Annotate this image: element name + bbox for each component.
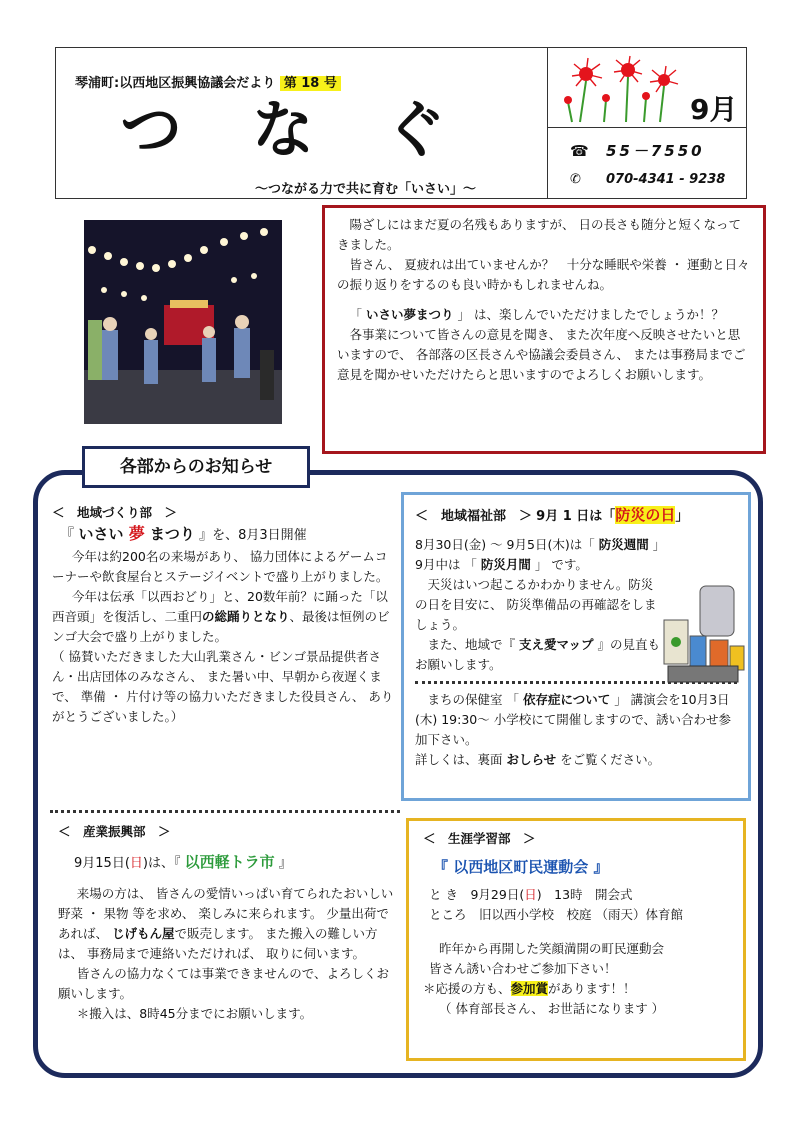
keitora-date: 9月15日(: [74, 856, 130, 871]
month-label: 9月: [690, 93, 738, 126]
jigemonya: じげもん屋: [111, 926, 175, 941]
lecture-title: 依存症について: [522, 692, 611, 707]
newsletter-title: つなぐ: [120, 93, 517, 166]
event-date: 』を、8月3日開催: [194, 528, 307, 543]
chiiki-p2-end: 、最後は恒例のビンゴ大会で盛り上がりました。: [52, 609, 390, 644]
chiiki-heading: ＜ 地域づくり部 ＞: [52, 505, 178, 520]
bousai-month-line: [415, 555, 737, 575]
fukushi-dept: ＜ 地域福祉部 ＞: [415, 509, 533, 524]
bousai-week-line: [415, 535, 737, 555]
dotted-divider-left: [50, 810, 400, 813]
chiiki-p2-text: 今年は伝承「以西おどり」と、20数年前？に踊った「以西音頭」を復活し、二重円: [52, 589, 388, 624]
mobile-phone-icon: ✆: [570, 172, 581, 187]
fukushi-heading: [415, 505, 737, 527]
chiiki-thanks: （ 協賛いただきました大山乳業さん・ビンゴ景品提供者さん・出店団体のみなさん、 また暑い中、早朝から夜遅くまで、 準備 ・ 片付け等の協力いただきました役員さん、 ありがとうございました。）: [52, 649, 394, 724]
sangyo-p1-end: で販売します。 また搬入の難しい方は、 事務局まで連絡いただければ、 取りに伺います。: [58, 926, 378, 961]
shogai-paragraph-1: 昨年から再開した笑顔満開の町民運動会: [439, 941, 665, 956]
sangyo-note: ＊搬入は、8時45分までにお願いします。: [76, 1006, 313, 1021]
shogai-box: [406, 818, 746, 1061]
undokai-sunday: 日: [524, 887, 537, 902]
shogai-paragraph-4: （ 体育部長さん、 お世話になります ）: [439, 1001, 665, 1016]
event-name-yume: 夢: [128, 524, 145, 543]
bousai-week-close: 」: [648, 537, 666, 552]
greeting-paragraph-3: [337, 305, 751, 325]
fukushi-paragraph-3: [415, 690, 737, 750]
spider-lily-illustration: [556, 52, 696, 124]
fukushi-paragraph-4: [415, 750, 737, 770]
chiiki-section: [52, 503, 397, 727]
undokai-title: 『 以西地区町民運動会 』: [433, 858, 609, 876]
issue-number: 第 18 号: [280, 76, 341, 91]
sangyo-paragraph-1: [58, 884, 396, 964]
lecture-details: 」 講演会を10月3日(木) 19:30～ 小学校にて開催しますので、誘い合わせ参加下さい。: [415, 692, 731, 747]
undokai-start: ) 13時 開会式: [536, 887, 633, 902]
bousai-month-pre: 9月中は 「: [415, 557, 481, 572]
chiiki-event-line: [52, 523, 397, 547]
details-pre: 詳しくは、裏面: [415, 752, 507, 767]
undokai-date: と き 9月29日(: [429, 887, 525, 902]
oshirase: おしらせ: [506, 752, 557, 767]
greeting-question: 」 は、楽しんでいただけましたでしょうか！？: [453, 307, 724, 322]
chiiki-p2-bold: の総踊りとなり: [202, 609, 290, 624]
shogai-paragraph-3: [423, 979, 729, 999]
quote-open: 「: [349, 307, 366, 322]
map-post: 』の見直もお願いします。: [415, 637, 660, 672]
phone-number: 55－7550: [606, 142, 705, 160]
shogai-heading: ＜ 生涯学習部 ＞: [423, 831, 536, 846]
bousai-day: 防災の日: [615, 506, 676, 524]
sunday-mark: 日: [129, 856, 143, 871]
chiiki-paragraph-2: [52, 587, 397, 647]
undokai-place: ところ 旧以西小学校 校庭 （雨天）体育館: [429, 907, 683, 922]
event-quote-open: 『: [60, 527, 79, 543]
undokai-time: [423, 885, 729, 905]
newsletter-subtitle: ～つながる力で共に育む「いさい」～: [255, 182, 477, 197]
greeting-paragraph-1: 陽ざしにはまだ夏の名残もありますが、 日の長さも随分と短くなってきました。: [337, 217, 741, 252]
greeting-box: [322, 205, 766, 454]
keitora-close: 』: [274, 856, 292, 871]
lecture-pre: まちの保健室 「: [427, 692, 523, 707]
festival-photo-drawing: [84, 220, 282, 424]
telephone-icon: ☎: [570, 142, 592, 160]
mobile-number: 070-4341 - 9238: [606, 172, 726, 187]
bousai-month-post: 」 です。: [530, 557, 588, 572]
keitora-market: 以西軽トラ市: [184, 853, 275, 871]
fukushi-paragraph-2: [415, 635, 665, 675]
participation-prize: 参加賞: [510, 981, 549, 996]
keitora-line: [58, 852, 396, 874]
festival-name: いさい夢まつり: [365, 307, 454, 322]
greeting-paragraph-2: 皆さん、 夏疲れは出ていませんか？ 十分な睡眠や栄養 ・ 運動と日々の振り返りをするのも良い時かもしれませんね。: [337, 257, 750, 292]
event-name-isai: いさい: [78, 525, 129, 543]
phone-line: [570, 140, 705, 161]
prize-post: があります！！: [548, 981, 636, 996]
event-name-matsuri: まつり: [144, 525, 195, 543]
section-title: 各部からのお知らせ: [82, 446, 310, 488]
bousai-week-dates: 8月30日(金) ～ 9月5日(木)は「: [415, 537, 599, 552]
sangyo-section: [58, 822, 396, 1024]
fukushi-paragraph-1: 天災はいつ起こるかわかりません。防災の日を目安に、 防災準備品の再確認をしましょう。: [415, 577, 657, 632]
sangyo-heading: ＜ 産業振興部 ＞: [58, 824, 171, 839]
sangyo-p1-text: 来場の方は、 皆さんの愛情いっぱい育てられたおいしい野菜 ・ 果物 等を求め、 楽しみに来られます。 少量出荷であれば、: [58, 886, 394, 941]
bousai-week: 防災週間: [598, 537, 649, 552]
keitora-pre: )は、『: [142, 856, 185, 871]
greeting-paragraph-4: 各事業について皆さんの意見を聞き、 また次年度へ反映させたいと思いますので、 各部落の区長さんや協議会委員さん、 または事務局までご意見を聞かせいただけたらと思いますのでよろしくお願いします。: [337, 327, 746, 382]
organization-line: [75, 72, 341, 91]
bousai-month: 防災月間: [480, 557, 531, 572]
details-post: をご覧ください。: [556, 752, 661, 767]
prize-pre: ＊応援の方も、: [423, 981, 511, 996]
fukushi-quote: 「: [602, 509, 616, 524]
sasaeai-map: 支え愛マップ: [518, 637, 594, 652]
emergency-supplies-illustration: [660, 580, 748, 686]
mobile-line: [570, 172, 725, 187]
fukushi-quote-close: 」: [675, 509, 689, 524]
festival-photo: [84, 220, 282, 424]
sangyo-paragraph-2: 皆さんの協力なくては事業できませんので、よろしくお願いします。: [58, 966, 390, 1001]
shogai-paragraph-2: 皆さん誘い合わせご参加下さい！: [429, 961, 617, 976]
fukushi-date: 9月 1 日は: [536, 509, 603, 524]
organization-name: 琴浦町:以西地区振興協議会だより: [75, 76, 276, 91]
map-pre: また、地域で『: [427, 637, 519, 652]
chiiki-paragraph-1: 今年は約200名の来場があり、 協力団体によるゲームコーナーや飲食屋台とステージイベントで盛り上がりました。: [52, 549, 389, 584]
